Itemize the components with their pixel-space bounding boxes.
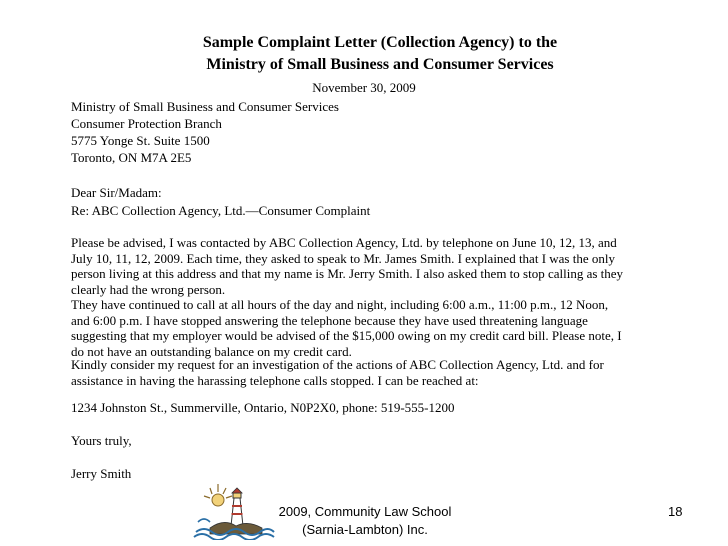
paragraph-2-line: They have continued to call at all hours of the day and night, including 6:00 a.m., 11:00 p.m., 12 Noon, (71, 297, 609, 312)
paragraph-2-line: do not have an outstanding balance on my credit card. (71, 343, 352, 359)
paragraph-2 (71, 297, 687, 359)
paragraph-2-line: suggesting that my employer would be advised of the $15,000 owing on my credit card bill. Please note, I (71, 328, 622, 343)
address-line-2: Consumer Protection Branch (71, 116, 222, 131)
paragraph-1-line: clearly had the wrong person. (71, 281, 226, 297)
title-line-1: Sample Complaint Letter (Collection Agency) to the (202, 34, 558, 51)
paragraph-2-line: and 6:00 p.m. I have stopped answering the telephone because they have used threatening language (71, 312, 588, 328)
paragraph-1-line: July 10, 11, 12, 2009. Each time, they asked to speak to Mr. James Smith. I explained that I was the only (71, 250, 615, 266)
contact-line: 1234 Johnston St., Summerville, Ontario, N0P2X0, phone: 519-555-1200 (71, 400, 455, 415)
address-line-3: 5775 Yonge St. Suite 1500 (71, 133, 210, 148)
paragraph-3-line: assistance in having the harassing telephone calls stopped. I can be reached at: (71, 372, 479, 388)
letter-date: November 30, 2009 (312, 80, 416, 95)
paragraph-3 (71, 357, 687, 388)
paragraph-1-line: Please be advised, I was contacted by ABC Collection Agency, Ltd. by telephone on June 10, 12, 13, and (71, 235, 617, 250)
letter-title (90, 32, 670, 76)
address-line-1: Ministry of Small Business and Consumer Services (71, 99, 339, 114)
closing: Yours truly, (71, 433, 132, 448)
subject-line: Re: ABC Collection Agency, Ltd.—Consumer Complaint (71, 203, 371, 218)
salutation: Dear Sir/Madam: (71, 185, 162, 200)
footer-line-2: (Sarnia-Lambton) Inc. (302, 522, 428, 537)
page-number: 18 (668, 504, 683, 519)
signature: Jerry Smith (71, 466, 132, 481)
address-line-4: Toronto, ON M7A 2E5 (71, 150, 192, 165)
footer-credit (265, 503, 465, 539)
title-line-2: Ministry of Small Business and Consumer Services (206, 56, 554, 73)
paragraph-3-line: Kindly consider my request for an investigation of the actions of ABC Collection Agency, Ltd. and for (71, 357, 604, 372)
paragraph-1 (71, 235, 687, 297)
paragraph-1-line: person living at this address and that my name is Mr. Jerry Smith. I also asked them to stop calling as they (71, 266, 624, 281)
footer-line-1: 2009, Community Law School (278, 504, 452, 519)
